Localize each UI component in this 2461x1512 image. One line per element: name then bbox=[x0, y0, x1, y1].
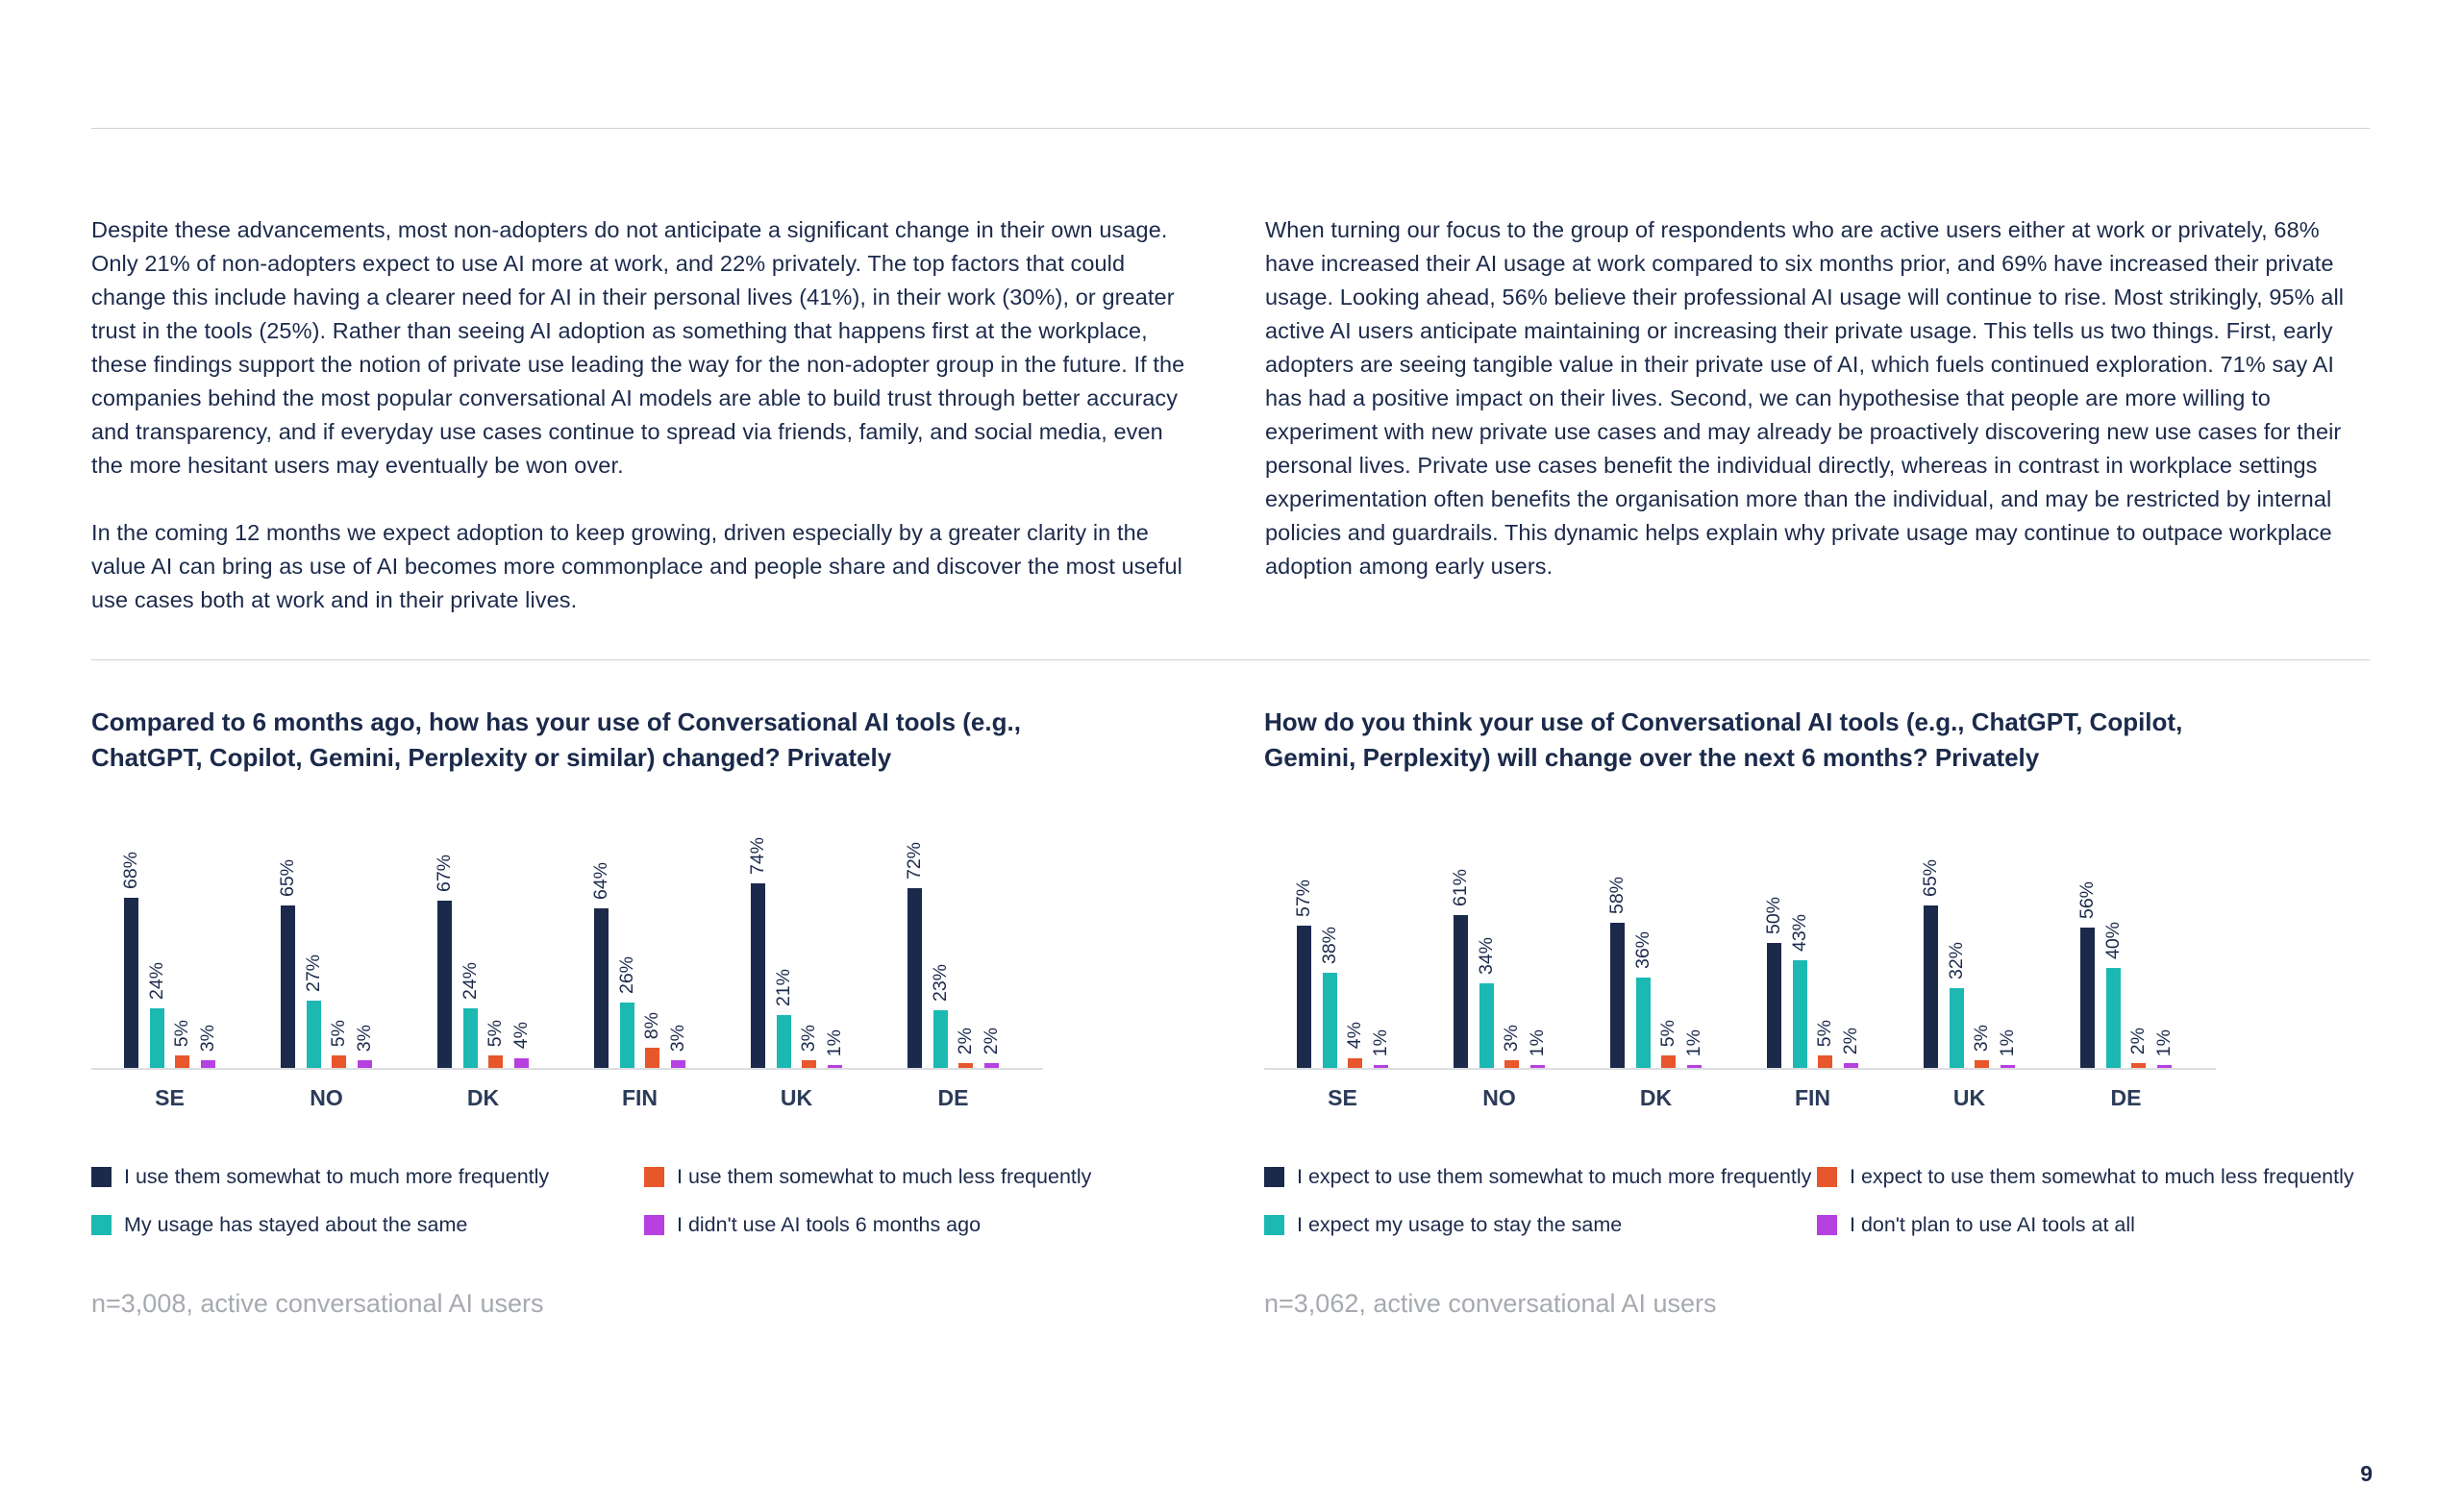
bar bbox=[201, 1060, 215, 1068]
bar-group bbox=[2048, 816, 2204, 1068]
bar bbox=[2157, 1065, 2172, 1068]
bar-wrap bbox=[615, 816, 637, 1068]
bar-value-label: 72% bbox=[904, 841, 925, 880]
bar-wrap bbox=[1996, 816, 2018, 1068]
bar-value-label: 32% bbox=[1945, 941, 1967, 979]
bar-wrap bbox=[486, 816, 506, 1068]
bar-wrap bbox=[2078, 816, 2098, 1068]
body-text-section bbox=[91, 213, 2370, 617]
bar-value-label: 1% bbox=[823, 1029, 845, 1057]
bar bbox=[1374, 1065, 1388, 1068]
category-label: SE bbox=[155, 1085, 185, 1110]
bar-wrap bbox=[1659, 816, 1678, 1068]
bar-value-label: 4% bbox=[510, 1022, 532, 1050]
bar-value-label: 43% bbox=[1788, 914, 1810, 953]
legend-item bbox=[1264, 1213, 1817, 1237]
bar-group bbox=[1421, 816, 1578, 1068]
bar-wrap bbox=[1922, 816, 1941, 1068]
bar-wrap bbox=[666, 816, 688, 1068]
bar-value-label: 40% bbox=[2101, 921, 2124, 959]
bar-wrap bbox=[2152, 816, 2175, 1068]
chart-title: Compared to 6 months ago, how has your use of Conversational AI tools (e.g., ChatGPT, Copilot, Gemini, Perplexity or similar) changed? Privately bbox=[91, 707, 1021, 772]
legend-label: I didn't use AI tools 6 months ago bbox=[677, 1213, 982, 1236]
legend-label: I expect to use them somewhat to much less frequently bbox=[1850, 1165, 2354, 1188]
bar-value-label: 74% bbox=[747, 836, 768, 875]
category-label: UK bbox=[780, 1085, 813, 1110]
bar-value-label: 61% bbox=[1450, 869, 1471, 907]
bar bbox=[1454, 915, 1468, 1068]
bar bbox=[1479, 983, 1494, 1068]
bar-wrap bbox=[592, 816, 611, 1068]
bar bbox=[1975, 1060, 1989, 1068]
top-divider bbox=[91, 128, 2370, 129]
bar bbox=[1661, 1055, 1676, 1068]
bar bbox=[1530, 1065, 1545, 1068]
bar-value-label: 5% bbox=[485, 1019, 506, 1047]
bar bbox=[1818, 1055, 1832, 1068]
bar-wrap bbox=[435, 816, 455, 1068]
bar-group bbox=[248, 816, 405, 1068]
bar-wrap bbox=[145, 816, 167, 1068]
bar-value-label: 65% bbox=[1920, 858, 1941, 897]
section-divider bbox=[91, 659, 2370, 660]
bar-wrap bbox=[1788, 816, 1810, 1068]
category-label: DK bbox=[466, 1085, 500, 1110]
bar-value-label: 68% bbox=[120, 852, 141, 890]
bar-value-label: 67% bbox=[434, 854, 455, 892]
bar-wrap bbox=[2129, 816, 2149, 1068]
legend-swatch bbox=[91, 1167, 112, 1187]
page-number: 9 bbox=[2360, 1461, 2373, 1486]
bar-wrap bbox=[1346, 816, 1365, 1068]
bar bbox=[671, 1060, 685, 1068]
bar-value-label: 57% bbox=[1293, 879, 1314, 917]
chart-usage-change-past bbox=[91, 705, 1197, 1319]
sample-size-note: n=3,008, active conversational AI users bbox=[91, 1289, 544, 1318]
x-axis bbox=[91, 1085, 1043, 1111]
bar bbox=[1610, 923, 1625, 1068]
legend-item bbox=[644, 1165, 1197, 1189]
bar-wrap bbox=[1526, 816, 1548, 1068]
bar-value-label: 65% bbox=[277, 858, 298, 897]
left-text-column bbox=[91, 213, 1196, 617]
bar-value-label: 5% bbox=[328, 1019, 349, 1047]
category-label: UK bbox=[1952, 1085, 1986, 1110]
legend-item bbox=[1817, 1213, 2370, 1237]
plot-area bbox=[1264, 816, 2216, 1070]
bar-value-label: 38% bbox=[1318, 927, 1340, 965]
bar-group bbox=[1578, 816, 1734, 1068]
bar bbox=[437, 901, 452, 1068]
bar bbox=[751, 883, 765, 1068]
bar-value-label: 5% bbox=[1657, 1019, 1678, 1047]
bar-wrap bbox=[1839, 816, 1861, 1068]
legend-swatch bbox=[1264, 1167, 1284, 1187]
bar-wrap bbox=[1608, 816, 1628, 1068]
bar-wrap bbox=[173, 816, 192, 1068]
bar bbox=[514, 1058, 529, 1068]
bar-value-label: 3% bbox=[196, 1025, 218, 1053]
bar-wrap bbox=[1503, 816, 1522, 1068]
report-page bbox=[0, 128, 2461, 1319]
bar-value-label: 1% bbox=[1682, 1029, 1704, 1057]
bar-wrap bbox=[929, 816, 951, 1068]
legend-label: I use them somewhat to much less frequently bbox=[677, 1165, 1092, 1188]
bar bbox=[2080, 928, 2095, 1068]
bar-wrap bbox=[1945, 816, 1967, 1068]
charts-section bbox=[91, 705, 2370, 1319]
bar-wrap bbox=[512, 816, 532, 1068]
bar-wrap bbox=[1452, 816, 1471, 1068]
legend-label: I expect to use them somewhat to much more frequently bbox=[1297, 1165, 1812, 1188]
bar bbox=[1504, 1060, 1519, 1068]
legend-swatch bbox=[1817, 1215, 1837, 1235]
bar-value-label: 24% bbox=[145, 961, 167, 1000]
bar-value-label: 26% bbox=[615, 956, 637, 995]
bar bbox=[802, 1060, 816, 1068]
category-label: FIN bbox=[1794, 1085, 1831, 1110]
bar-group bbox=[91, 816, 248, 1068]
bar-group bbox=[1891, 816, 2048, 1068]
bar bbox=[1793, 960, 1807, 1068]
bar-wrap bbox=[772, 816, 794, 1068]
bar bbox=[488, 1055, 503, 1068]
category-label: FIN bbox=[621, 1085, 659, 1110]
bar-value-label: 5% bbox=[171, 1019, 192, 1047]
bar-value-label: 2% bbox=[1839, 1027, 1861, 1054]
bar-wrap bbox=[749, 816, 768, 1068]
bar bbox=[1950, 988, 1964, 1068]
bar-wrap bbox=[461, 816, 481, 1068]
legend-swatch bbox=[644, 1167, 664, 1187]
bar bbox=[933, 1010, 948, 1068]
bar-wrap bbox=[1631, 816, 1653, 1068]
chart-usage-change-future bbox=[1264, 705, 2370, 1319]
legend-item bbox=[91, 1165, 644, 1189]
bar bbox=[1348, 1058, 1362, 1068]
bar-group bbox=[875, 816, 1032, 1068]
legend-item bbox=[644, 1213, 1197, 1237]
bar-group bbox=[1734, 816, 1891, 1068]
bar bbox=[281, 905, 295, 1068]
bar-group bbox=[561, 816, 718, 1068]
bar-value-label: 1% bbox=[1996, 1029, 2018, 1057]
bar bbox=[1636, 978, 1651, 1068]
bar bbox=[463, 1008, 478, 1068]
legend-swatch bbox=[1264, 1215, 1284, 1235]
bar-wrap bbox=[800, 816, 819, 1068]
bar bbox=[1687, 1065, 1702, 1068]
legend-swatch bbox=[1817, 1167, 1837, 1187]
bar-wrap bbox=[982, 816, 1002, 1068]
bar-value-label: 21% bbox=[772, 969, 794, 1007]
bar bbox=[645, 1048, 659, 1068]
bar-group bbox=[718, 816, 875, 1068]
bar bbox=[2001, 1065, 2015, 1068]
bar-wrap bbox=[330, 816, 349, 1068]
bar bbox=[175, 1055, 189, 1068]
bar-value-label: 1% bbox=[2152, 1029, 2175, 1057]
bar-value-label: 8% bbox=[641, 1012, 662, 1040]
bar-value-label: 36% bbox=[1631, 931, 1653, 970]
bar bbox=[828, 1065, 842, 1068]
bar bbox=[332, 1055, 346, 1068]
bar bbox=[2131, 1063, 2146, 1068]
bar bbox=[1323, 973, 1337, 1068]
bar-wrap bbox=[1682, 816, 1704, 1068]
bar-wrap bbox=[1765, 816, 1784, 1068]
bar bbox=[984, 1063, 999, 1068]
bar-wrap bbox=[1475, 816, 1497, 1068]
bar-group bbox=[405, 816, 561, 1068]
bar-value-label: 3% bbox=[666, 1025, 688, 1053]
bar-value-label: 5% bbox=[1814, 1019, 1835, 1047]
bar-wrap bbox=[1295, 816, 1314, 1068]
legend-label: I don't plan to use AI tools at all bbox=[1850, 1213, 2135, 1236]
bar-wrap bbox=[1369, 816, 1391, 1068]
legend-swatch bbox=[91, 1215, 112, 1235]
bar-wrap bbox=[957, 816, 976, 1068]
bar bbox=[1767, 943, 1781, 1068]
bar bbox=[594, 908, 609, 1068]
bar-value-label: 1% bbox=[1369, 1029, 1391, 1057]
paragraph: Despite these advancements, most non-adopters do not anticipate a significant change in their own usage. Only 21% of non-adopters expect to use AI more at work, and 22% privately. The top factors that could change this include having a clearer need for AI in their personal lives (41%), in their work (30%), or greater trust in the tools (25%). Rather than seeing AI adoption as something that happens first at the workplace, these findings support the notion of private use leading the way for the non-adopter group in the future. If the companies behind the most popular conversational AI models are able to build trust through better accuracy and transparency, and if everyday use cases continue to spread via friends, family, and social media, even the more hesitant users may eventually be won over. bbox=[91, 217, 1185, 478]
bar-value-label: 1% bbox=[1526, 1029, 1548, 1057]
category-label: NO bbox=[310, 1085, 343, 1110]
bar-wrap bbox=[2101, 816, 2124, 1068]
legend-item bbox=[1264, 1165, 1817, 1189]
legend-swatch bbox=[644, 1215, 664, 1235]
legend bbox=[91, 1165, 1197, 1237]
bar bbox=[777, 1015, 791, 1068]
bar-wrap bbox=[353, 816, 375, 1068]
bar-value-label: 3% bbox=[798, 1025, 819, 1053]
bar-value-label: 3% bbox=[1501, 1025, 1522, 1053]
category-label: DE bbox=[937, 1085, 969, 1110]
bar-value-label: 3% bbox=[353, 1025, 375, 1053]
right-text-column bbox=[1265, 213, 2370, 617]
category-label: DK bbox=[1639, 1085, 1673, 1110]
bar bbox=[907, 888, 922, 1068]
bar bbox=[1924, 905, 1938, 1068]
sample-size-note: n=3,062, active conversational AI users bbox=[1264, 1289, 1717, 1318]
bar-wrap bbox=[906, 816, 925, 1068]
bar bbox=[2106, 968, 2121, 1068]
plot-area bbox=[91, 816, 1043, 1070]
category-label: SE bbox=[1328, 1085, 1357, 1110]
bar bbox=[1297, 926, 1311, 1068]
bar bbox=[150, 1008, 164, 1068]
bar-value-label: 27% bbox=[302, 954, 324, 992]
bar-wrap bbox=[643, 816, 662, 1068]
bar-value-label: 3% bbox=[1971, 1025, 1992, 1053]
bar-wrap bbox=[1816, 816, 1835, 1068]
bar-wrap bbox=[196, 816, 218, 1068]
bar-value-label: 23% bbox=[929, 964, 951, 1003]
bar-value-label: 64% bbox=[590, 861, 611, 900]
bar-value-label: 56% bbox=[2076, 881, 2098, 920]
bar bbox=[307, 1001, 321, 1068]
bar-wrap bbox=[302, 816, 324, 1068]
bar-value-label: 2% bbox=[955, 1027, 976, 1054]
bar-wrap bbox=[1973, 816, 1992, 1068]
x-axis bbox=[1264, 1085, 2216, 1111]
legend bbox=[1264, 1165, 2370, 1237]
legend-item bbox=[91, 1213, 644, 1237]
bar-value-label: 34% bbox=[1475, 936, 1497, 975]
bar bbox=[124, 898, 138, 1068]
bar-wrap bbox=[823, 816, 845, 1068]
category-label: NO bbox=[1482, 1085, 1516, 1110]
paragraph: In the coming 12 months we expect adoption to keep growing, driven especially by a greater clarity in the value AI can bring as use of AI becomes more commonplace and people share and discover the most useful use cases both at work and in their private lives. bbox=[91, 520, 1182, 612]
bar-value-label: 2% bbox=[980, 1027, 1002, 1054]
bar-value-label: 58% bbox=[1606, 877, 1628, 915]
chart-title: How do you think your use of Conversational AI tools (e.g., ChatGPT, Copilot, Gemini, Perplexity) will change over the next 6 months? Privately bbox=[1264, 707, 2183, 772]
bar-wrap bbox=[122, 816, 141, 1068]
bar-group bbox=[1264, 816, 1421, 1068]
bar-wrap bbox=[1318, 816, 1340, 1068]
bar-wrap bbox=[279, 816, 298, 1068]
bar-value-label: 50% bbox=[1763, 896, 1784, 934]
legend-label: I use them somewhat to much more frequently bbox=[124, 1165, 550, 1188]
legend-item bbox=[1817, 1165, 2370, 1189]
legend-label: My usage has stayed about the same bbox=[124, 1213, 468, 1236]
legend-label: I expect my usage to stay the same bbox=[1297, 1213, 1623, 1236]
bar bbox=[620, 1003, 634, 1068]
bar bbox=[958, 1063, 973, 1068]
paragraph: When turning our focus to the group of respondents who are active users either at work or privately, 68% have increased their AI usage at work compared to six months prior, and 69% have increased their private usage. Looking ahead, 56% believe their professional AI usage will continue to rise. Most strikingly, 95% all active AI users anticipate maintaining or increasing their private usage. This tells us two things. First, early adopters are seeing tangible value in their private use of AI, which fuels continued exploration. 71% say AI has had a positive impact on their lives. Second, we can hypothesise that people are more willing to experiment with new private use cases and may already be proactively discovering new use cases for their personal lives. Private use cases benefit the individual directly, whereas in contrast in workplace settings experimentation often benefits the organisation more than the individual, and may be restricted by internal policies and guardrails. This dynamic helps explain why private usage may continue to outpace workplace adoption among early users. bbox=[1265, 217, 2345, 579]
bar bbox=[1844, 1063, 1858, 1068]
bar-value-label: 2% bbox=[2127, 1027, 2149, 1054]
bar-value-label: 4% bbox=[1344, 1022, 1365, 1050]
bar-value-label: 24% bbox=[459, 961, 481, 1000]
bar bbox=[358, 1060, 372, 1068]
category-label: DE bbox=[2110, 1085, 2142, 1110]
